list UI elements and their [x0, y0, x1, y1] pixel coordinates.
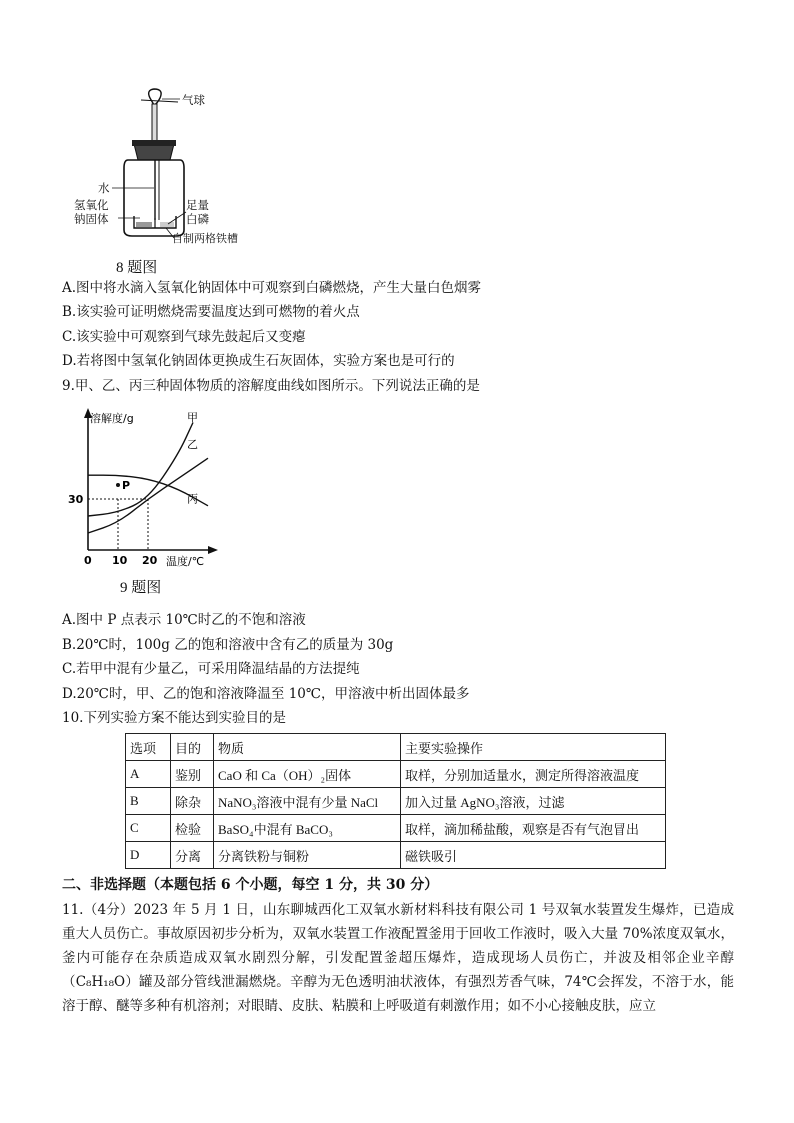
series-label-2: 丙 [187, 492, 198, 506]
q9-option-c: C.若甲中混有少量乙，可采用降温结晶的方法提纯 [62, 661, 360, 677]
figure-9-caption: 9 题图 [120, 580, 162, 596]
table-cell: 加入过量 AgNO₃溶液，过滤 [401, 788, 666, 815]
rubber-stopper [134, 144, 174, 160]
label-water: 水 [98, 181, 110, 195]
balloon-shape [149, 89, 161, 105]
q10-options-table [125, 733, 666, 869]
table-row [126, 842, 666, 869]
point-p-dot [116, 483, 120, 487]
figure-8-caption: 8 题图 [116, 260, 158, 276]
table-cell: 分离 [171, 842, 214, 869]
table-cell: C [126, 815, 171, 842]
table-cell: 检验 [171, 815, 214, 842]
table-header-row [126, 734, 666, 761]
table-header-cell: 目的 [171, 734, 214, 761]
figure-8-apparatus [62, 88, 262, 248]
label-naoh: 氢氧化 钠固体 [74, 198, 109, 226]
table-cell: 磁铁吸引 [401, 842, 666, 869]
table-cell: D [126, 842, 171, 869]
table-row [126, 761, 666, 788]
table-cell: 取样，滴加稀盐酸，观察是否有气泡冒出 [401, 815, 666, 842]
y-tick-label: 30 [68, 493, 84, 506]
x-tick-label: 10 [112, 554, 128, 567]
q8-option-d: D.若将图中氢氧化钠固体更换成生石灰固体，实验方案也是可行的 [62, 353, 455, 369]
series-line-0 [88, 423, 193, 517]
table-cell: BaSO₄中混有 BaCO₃ [214, 815, 401, 842]
x-tick-label: 0 [84, 554, 92, 567]
table-row [126, 788, 666, 815]
table-cell: 鉴别 [171, 761, 214, 788]
table-cell: 分离铁粉与铜粉 [214, 842, 401, 869]
q11-paragraph: 11.（4分）2023 年 5 月 1 日，山东聊城西化工双氧水新材料科技有限公司 1 号双氧水装置发生爆炸，已造成重大人员伤亡。事故原因初步分析为，双氧水装置工作液配置釜用于回收工作液时，吸入大量 70%浓度双氧水，釜内可能存在杂质造成双氧水剧烈分解，引发配置釜超压爆炸，造成现场人员伤亡，并波及相邻企业辛醇（C₈H₁₈O）罐及部分管线泄漏燃烧。辛醇为无色透明油状液体，有强烈芳香气味，74℃会挥发，不溶于水，能溶于醇、醚等多种有机溶剂；对眼睛、皮肤、粘膜和上呼吸道有刺激作用；如不小心接触皮肤，应立 [62, 902, 734, 1014]
table-cell: 取样，分别加适量水，测定所得溶液温度 [401, 761, 666, 788]
table-header-cell: 选项 [126, 734, 171, 761]
dropper-tube [152, 104, 157, 144]
table-header-cell: 主要实验操作 [401, 734, 666, 761]
table-cell: CaO 和 Ca（OH）₂固体 [214, 761, 401, 788]
q9-option-d: D.20℃时，甲、乙的饱和溶液降温至 10℃，甲溶液中析出固体最多 [62, 686, 470, 702]
table-cell: NaNO₃溶液中混有少量 NaCl [214, 788, 401, 815]
table-cell: A [126, 761, 171, 788]
q10-stem: 10.下列实验方案不能达到实验目的是 [62, 710, 286, 726]
table-header-cell: 物质 [214, 734, 401, 761]
series-label-0: 甲 [187, 410, 198, 424]
table-cell: B [126, 788, 171, 815]
q9-option-b: B.20℃时，100g 乙的饱和溶液中含有乙的质量为 30g [62, 637, 394, 653]
y-axis-label: 溶解度/g [90, 412, 134, 425]
table-row [126, 815, 666, 842]
section-2-title: 二、非选择题（本题包括 6 个小题，每空 1 分，共 30 分） [62, 877, 439, 893]
label-phosphorus: 足量 白磷 [186, 198, 209, 226]
q8-option-b: B.该实验可证明燃烧需要温度达到可燃物的着火点 [62, 304, 360, 320]
label-balloon: 气球 [182, 93, 205, 107]
point-p-label: P [122, 479, 131, 492]
solubility-chart-svg [62, 400, 222, 570]
q8-option-a: A.图中将水滴入氢氧化钠固体中可观察到白磷燃烧，产生大量白色烟雾 [62, 280, 482, 296]
q9-option-a: A.图中 P 点表示 10℃时乙的不饱和溶液 [62, 612, 306, 628]
label-groove: 自制两格铁槽 [172, 232, 238, 245]
x-axis-label: 温度/℃ [166, 555, 205, 568]
wide-mouth-bottle [124, 160, 184, 236]
figure-9-solubility-chart [62, 400, 222, 570]
x-axis-arrow [208, 546, 218, 554]
x-tick-label: 20 [142, 554, 158, 567]
q9-stem: 9.甲、乙、丙三种固体物质的溶解度曲线如图所示。下列说法正确的是 [62, 378, 480, 394]
series-label-1: 乙 [187, 438, 198, 451]
q8-option-c: C.该实验中可观察到气球先鼓起后又变瘪 [62, 329, 306, 345]
table-cell: 除杂 [171, 788, 214, 815]
